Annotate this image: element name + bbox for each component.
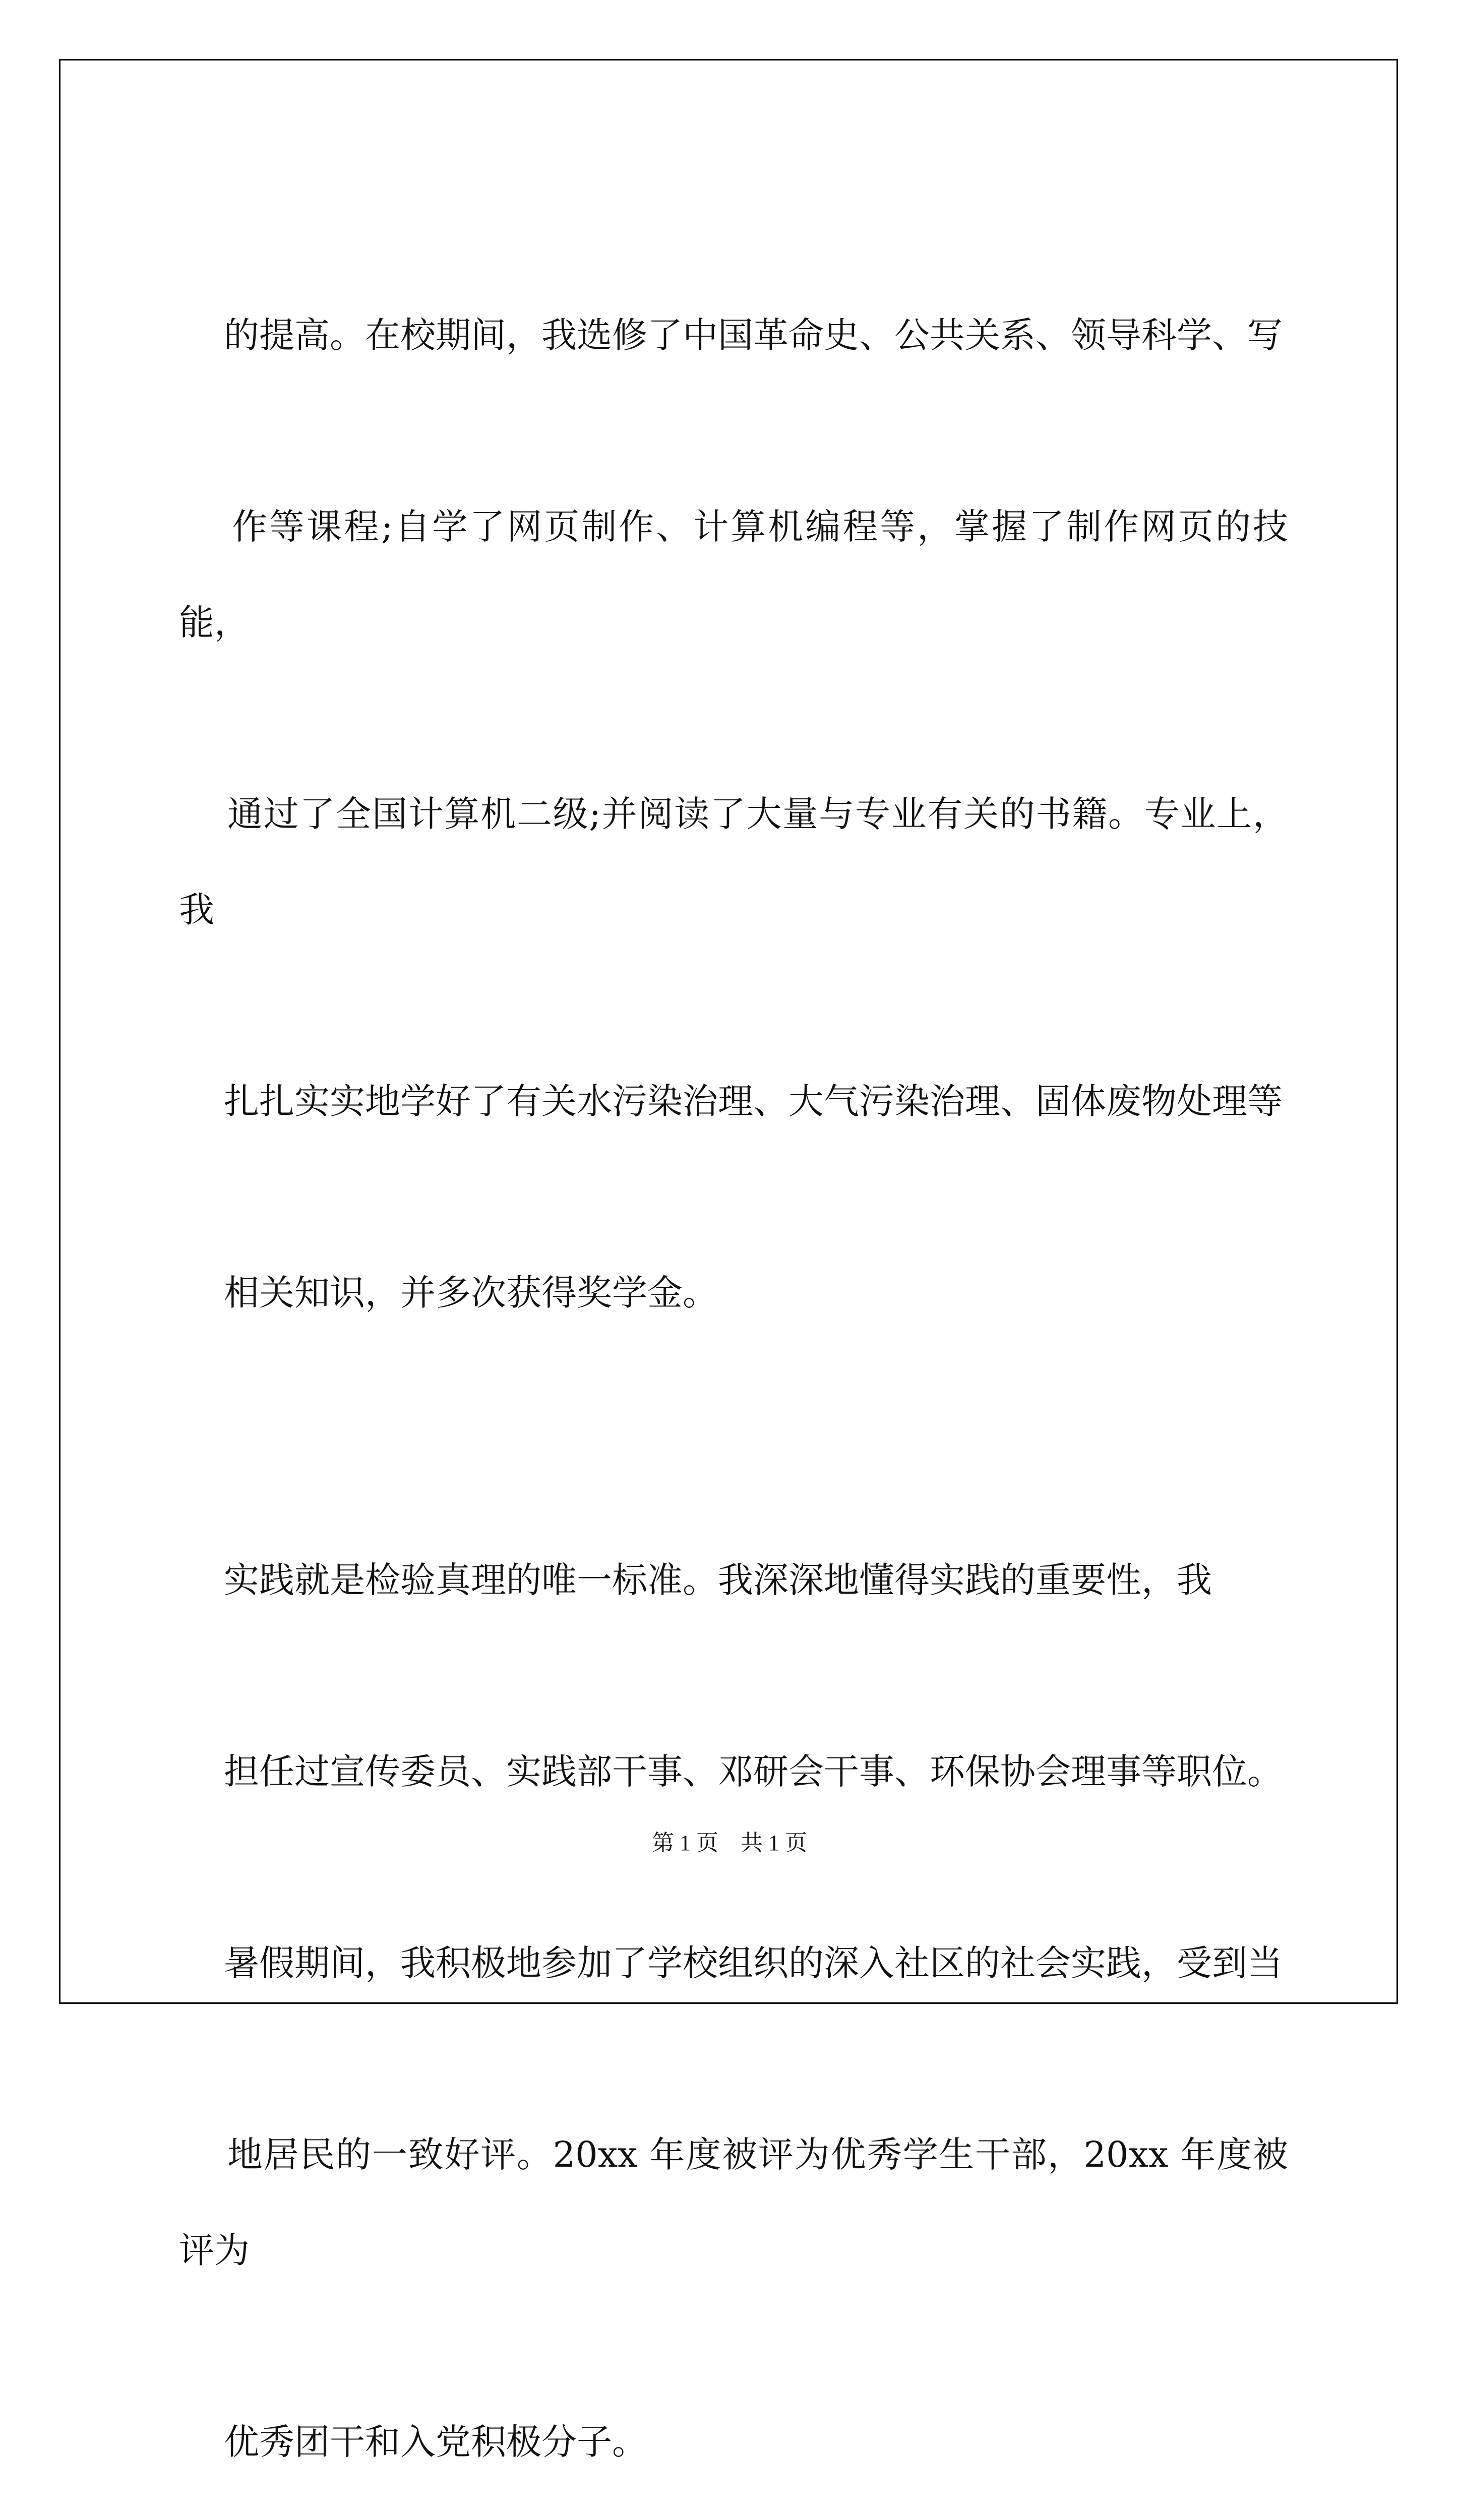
text-line: 的提高。在校期间，我选修了中国革命史、公共关系、领导科学、写 bbox=[224, 314, 1283, 356]
text-line: 作等课程;自学了网页制作、计算机编程等，掌握了制作网页的技能， bbox=[179, 506, 1288, 643]
document-body bbox=[179, 192, 1288, 2520]
text-line: 通过了全国计算机二级;并阅读了大量与专业有关的书籍。专业上，我 bbox=[179, 793, 1288, 930]
text-line: 优秀团干和入党积极分子。 bbox=[224, 2421, 648, 2463]
text-line: 地居民的一致好评。20xx 年度被评为优秀学生干部，20xx 年度被评为 bbox=[179, 2134, 1288, 2271]
text-line: 扎扎实实地学好了有关水污染治理、大气污染治理、固体废物处理等 bbox=[224, 1081, 1283, 1122]
text-line: 担任过宣传委员、实践部干事、邓研会干事、环保协会理事等职位。 bbox=[224, 1751, 1283, 1792]
paragraph-2 bbox=[179, 1436, 1288, 2520]
text-line: 暑假期间，我积极地参加了学校组织的深入社区的社会实践，受到当 bbox=[224, 1942, 1283, 1984]
text-line: 实践就是检验真理的唯一标准。我深深地懂得实践的重要性，我 bbox=[224, 1559, 1212, 1601]
text-line: 相关知识，并多次获得奖学金。 bbox=[224, 1272, 718, 1313]
page-number-footer: 第 1 页 共 1 页 bbox=[652, 1831, 807, 1855]
paragraph-1 bbox=[179, 192, 1288, 1436]
